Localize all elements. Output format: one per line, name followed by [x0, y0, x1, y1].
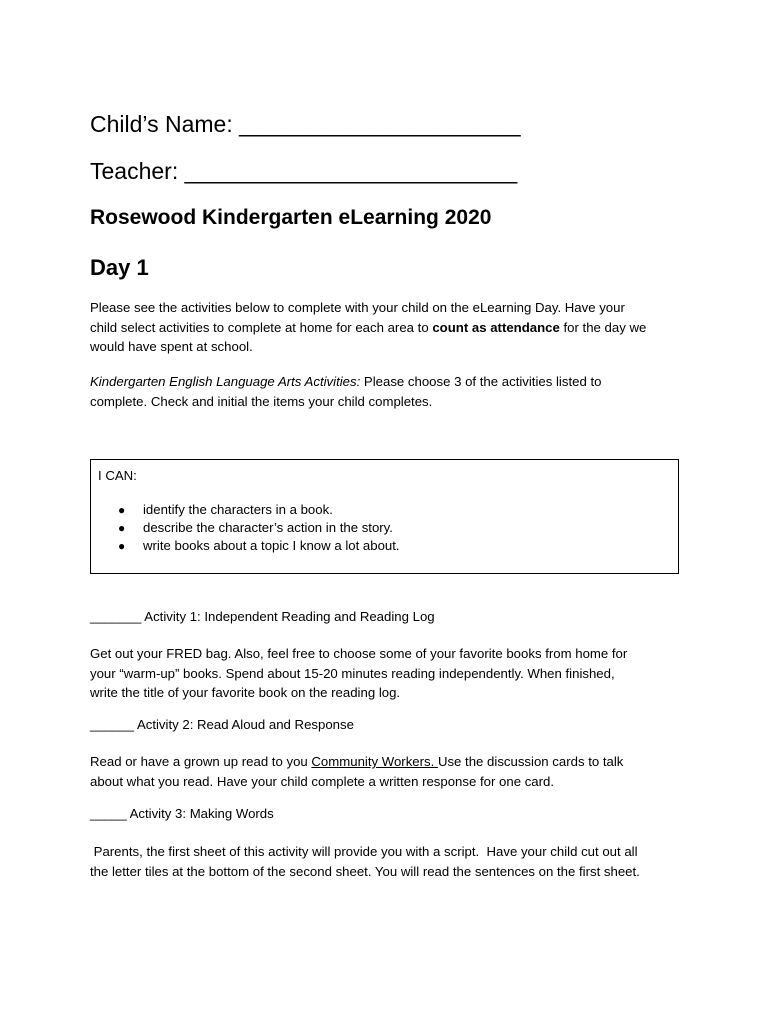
- bullet-icon: ●: [118, 503, 126, 517]
- intro-line: would have spent at school.: [90, 339, 253, 354]
- list-item: [118, 519, 400, 537]
- bullet-icon: ●: [118, 539, 126, 553]
- ela-label: Kindergarten English Language Arts Activities:: [90, 374, 361, 389]
- intro-line: Please see the activities below to complete with your child on the eLearning Day. Have your: [90, 300, 625, 315]
- activity-line: Get out your FRED bag. Also, feel free to choose some of your favorite books from home for: [90, 646, 628, 661]
- activity-1-heading: _______ Activity 1: Independent Reading and Reading Log: [90, 609, 435, 624]
- teacher-line: Teacher: __________________________: [90, 158, 518, 184]
- activity-3-description: [90, 842, 680, 881]
- day-heading: Day 1: [90, 255, 149, 280]
- list-item-text: write books about a topic I know a lot about.: [143, 538, 400, 553]
- activity-line: Parents, the first sheet of this activity will provide you with a script. Have your child cut out all: [90, 844, 638, 859]
- activity-line: [90, 752, 680, 772]
- activity-line: write the title of your favorite book on the reading log.: [90, 685, 401, 700]
- ela-text: Please choose 3 of the activities listed to: [360, 374, 602, 389]
- i-can-title: I CAN:: [98, 468, 137, 483]
- bullet-icon: ●: [118, 521, 126, 535]
- book-title: Community Workers.: [311, 754, 438, 769]
- i-can-list: [118, 501, 400, 555]
- activity-text: Use the discussion cards to talk: [437, 754, 624, 769]
- activity-1-description: [90, 644, 680, 703]
- activity-2-heading: ______ Activity 2: Read Aloud and Response: [90, 717, 354, 732]
- activity-line: about what you read. Have your child complete a written response for one card.: [90, 773, 555, 789]
- document-title: Rosewood Kindergarten eLearning 2020: [90, 206, 492, 229]
- intro-text: child select activities to complete at home for each area to: [90, 319, 433, 335]
- list-item-text: describe the character’s action in the story.: [143, 520, 393, 535]
- list-item: [118, 501, 400, 519]
- activity-line: the letter tiles at the bottom of the second sheet. You will read the sentences on the first sheet.: [90, 863, 640, 879]
- activity-2-description: [90, 752, 680, 791]
- list-item-text: identify the characters in a book.: [143, 502, 333, 517]
- activity-3-heading: _____ Activity 3: Making Words: [90, 806, 274, 821]
- intro-text: for the day we: [559, 319, 647, 335]
- i-can-box: [90, 459, 679, 574]
- ela-line: complete. Check and initial the items your child completes.: [90, 393, 433, 409]
- intro-line: [90, 318, 680, 338]
- intro-paragraph: [90, 298, 680, 357]
- ela-instructions: [90, 372, 680, 411]
- child-name-line: Child’s Name: ______________________: [90, 111, 521, 137]
- activity-text: Read or have a grown up read to you: [90, 754, 312, 769]
- ela-line: [90, 372, 680, 392]
- list-item: [118, 537, 400, 555]
- activity-line: your “warm-up” books. Spend about 15-20 minutes reading independently. When finished,: [90, 665, 615, 681]
- attendance-emphasis: count as attendance: [432, 319, 560, 335]
